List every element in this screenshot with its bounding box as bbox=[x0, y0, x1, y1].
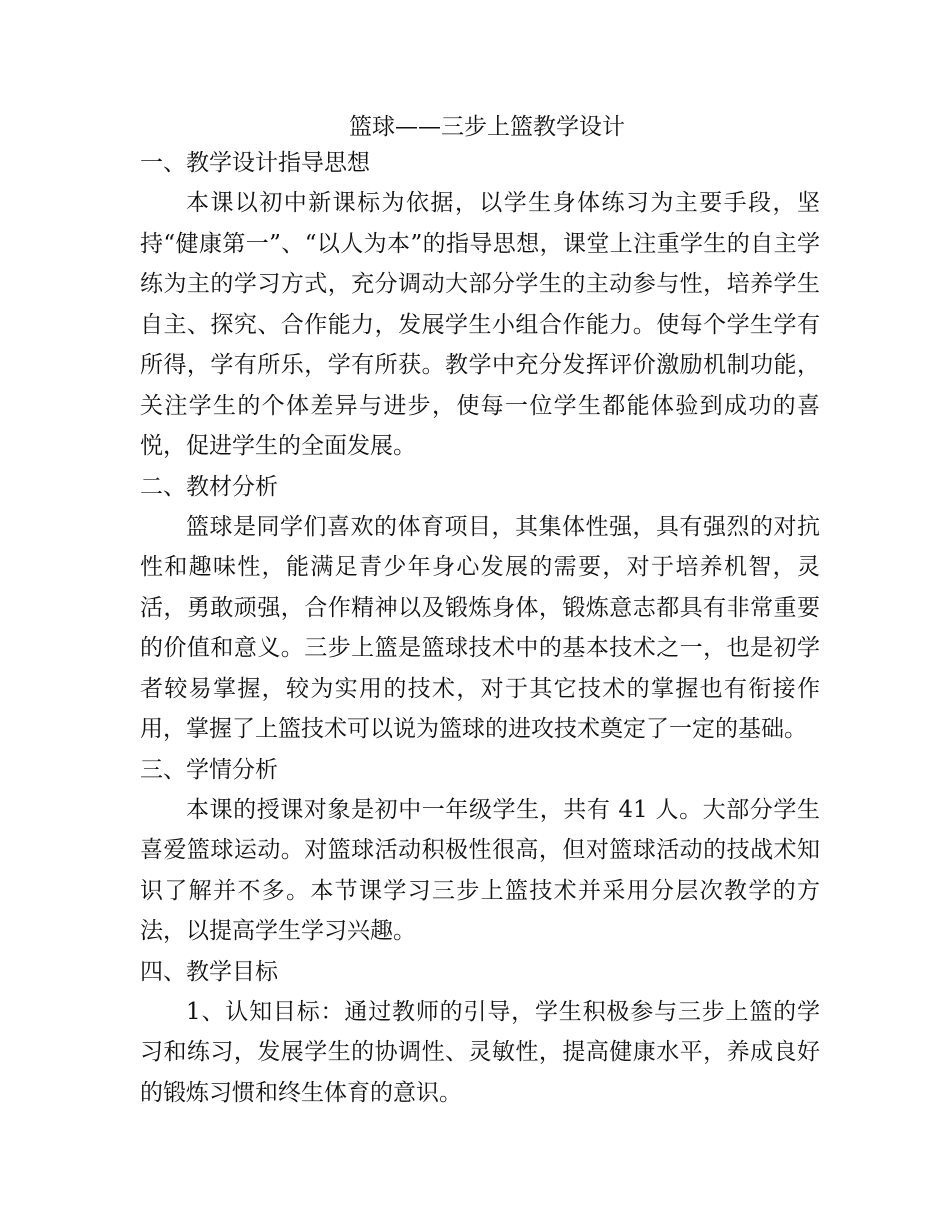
paragraph-guiding-ideology: 本课以初中新课标为依据，以学生身体练习为主要手段，坚持“健康第一”、“以人为本”的指导思想，课堂上注重学生的自主学练为主的学习方式，充分调动大部分学生的主动参与性，培养学生自主、探究、合作能力，发展学生小组合作能力。使每个学生学有所得，学有所乐，学有所获。教学中充分发挥评价激励机制功能，关注学生的个体差异与进步，使每一位学生都能体验到成功的喜悦，促进学生的全面发展。 bbox=[140, 190, 820, 459]
section-heading-material-analysis: 二、教材分析 bbox=[140, 473, 278, 500]
section-heading-guiding-ideology: 一、教学设计指导思想 bbox=[140, 150, 370, 176]
section-heading-student-analysis: 三、学情分析 bbox=[140, 756, 278, 783]
section-heading-teaching-goals: 四、教学目标 bbox=[140, 958, 278, 985]
paragraph-material-analysis: 篮球是同学们喜欢的体育项目，其集体性强，具有强烈的对抗性和趣味性，能满足青少年身心发展的需要，对于培养机智，灵活，勇敢顽强，合作精神以及锻炼身体，锻炼意志都具有非常重要的价值和意义。三步上篮是篮球技术中的基本技术之一，也是初学者较易掌握，较为实用的技术，对于其它技术的掌握也有衔接作用，掌握了上篮技术可以说为篮球的进攻技术奠定了一定的基础。 bbox=[140, 513, 820, 742]
document-title: 篮球——三步上篮教学设计 bbox=[349, 114, 625, 140]
paragraph-student-analysis: 本课的授课对象是初中一年级学生，共有 41 人。大部分学生喜爱篮球运动。对篮球活动积极性很高，但对篮球活动的技战术知识了解并不多。本节课学习三步上篮技术并采用分层次教学的方法，以提高学生学习兴趣。 bbox=[140, 796, 820, 944]
paragraph-cognitive-goal: 1、认知目标：通过教师的引导，学生积极参与三步上篮的学习和练习，发展学生的协调性、灵敏性，提高健康水平，养成良好的锻炼习惯和终生体育的意识。 bbox=[140, 998, 820, 1106]
document-page bbox=[140, 112, 820, 1113]
